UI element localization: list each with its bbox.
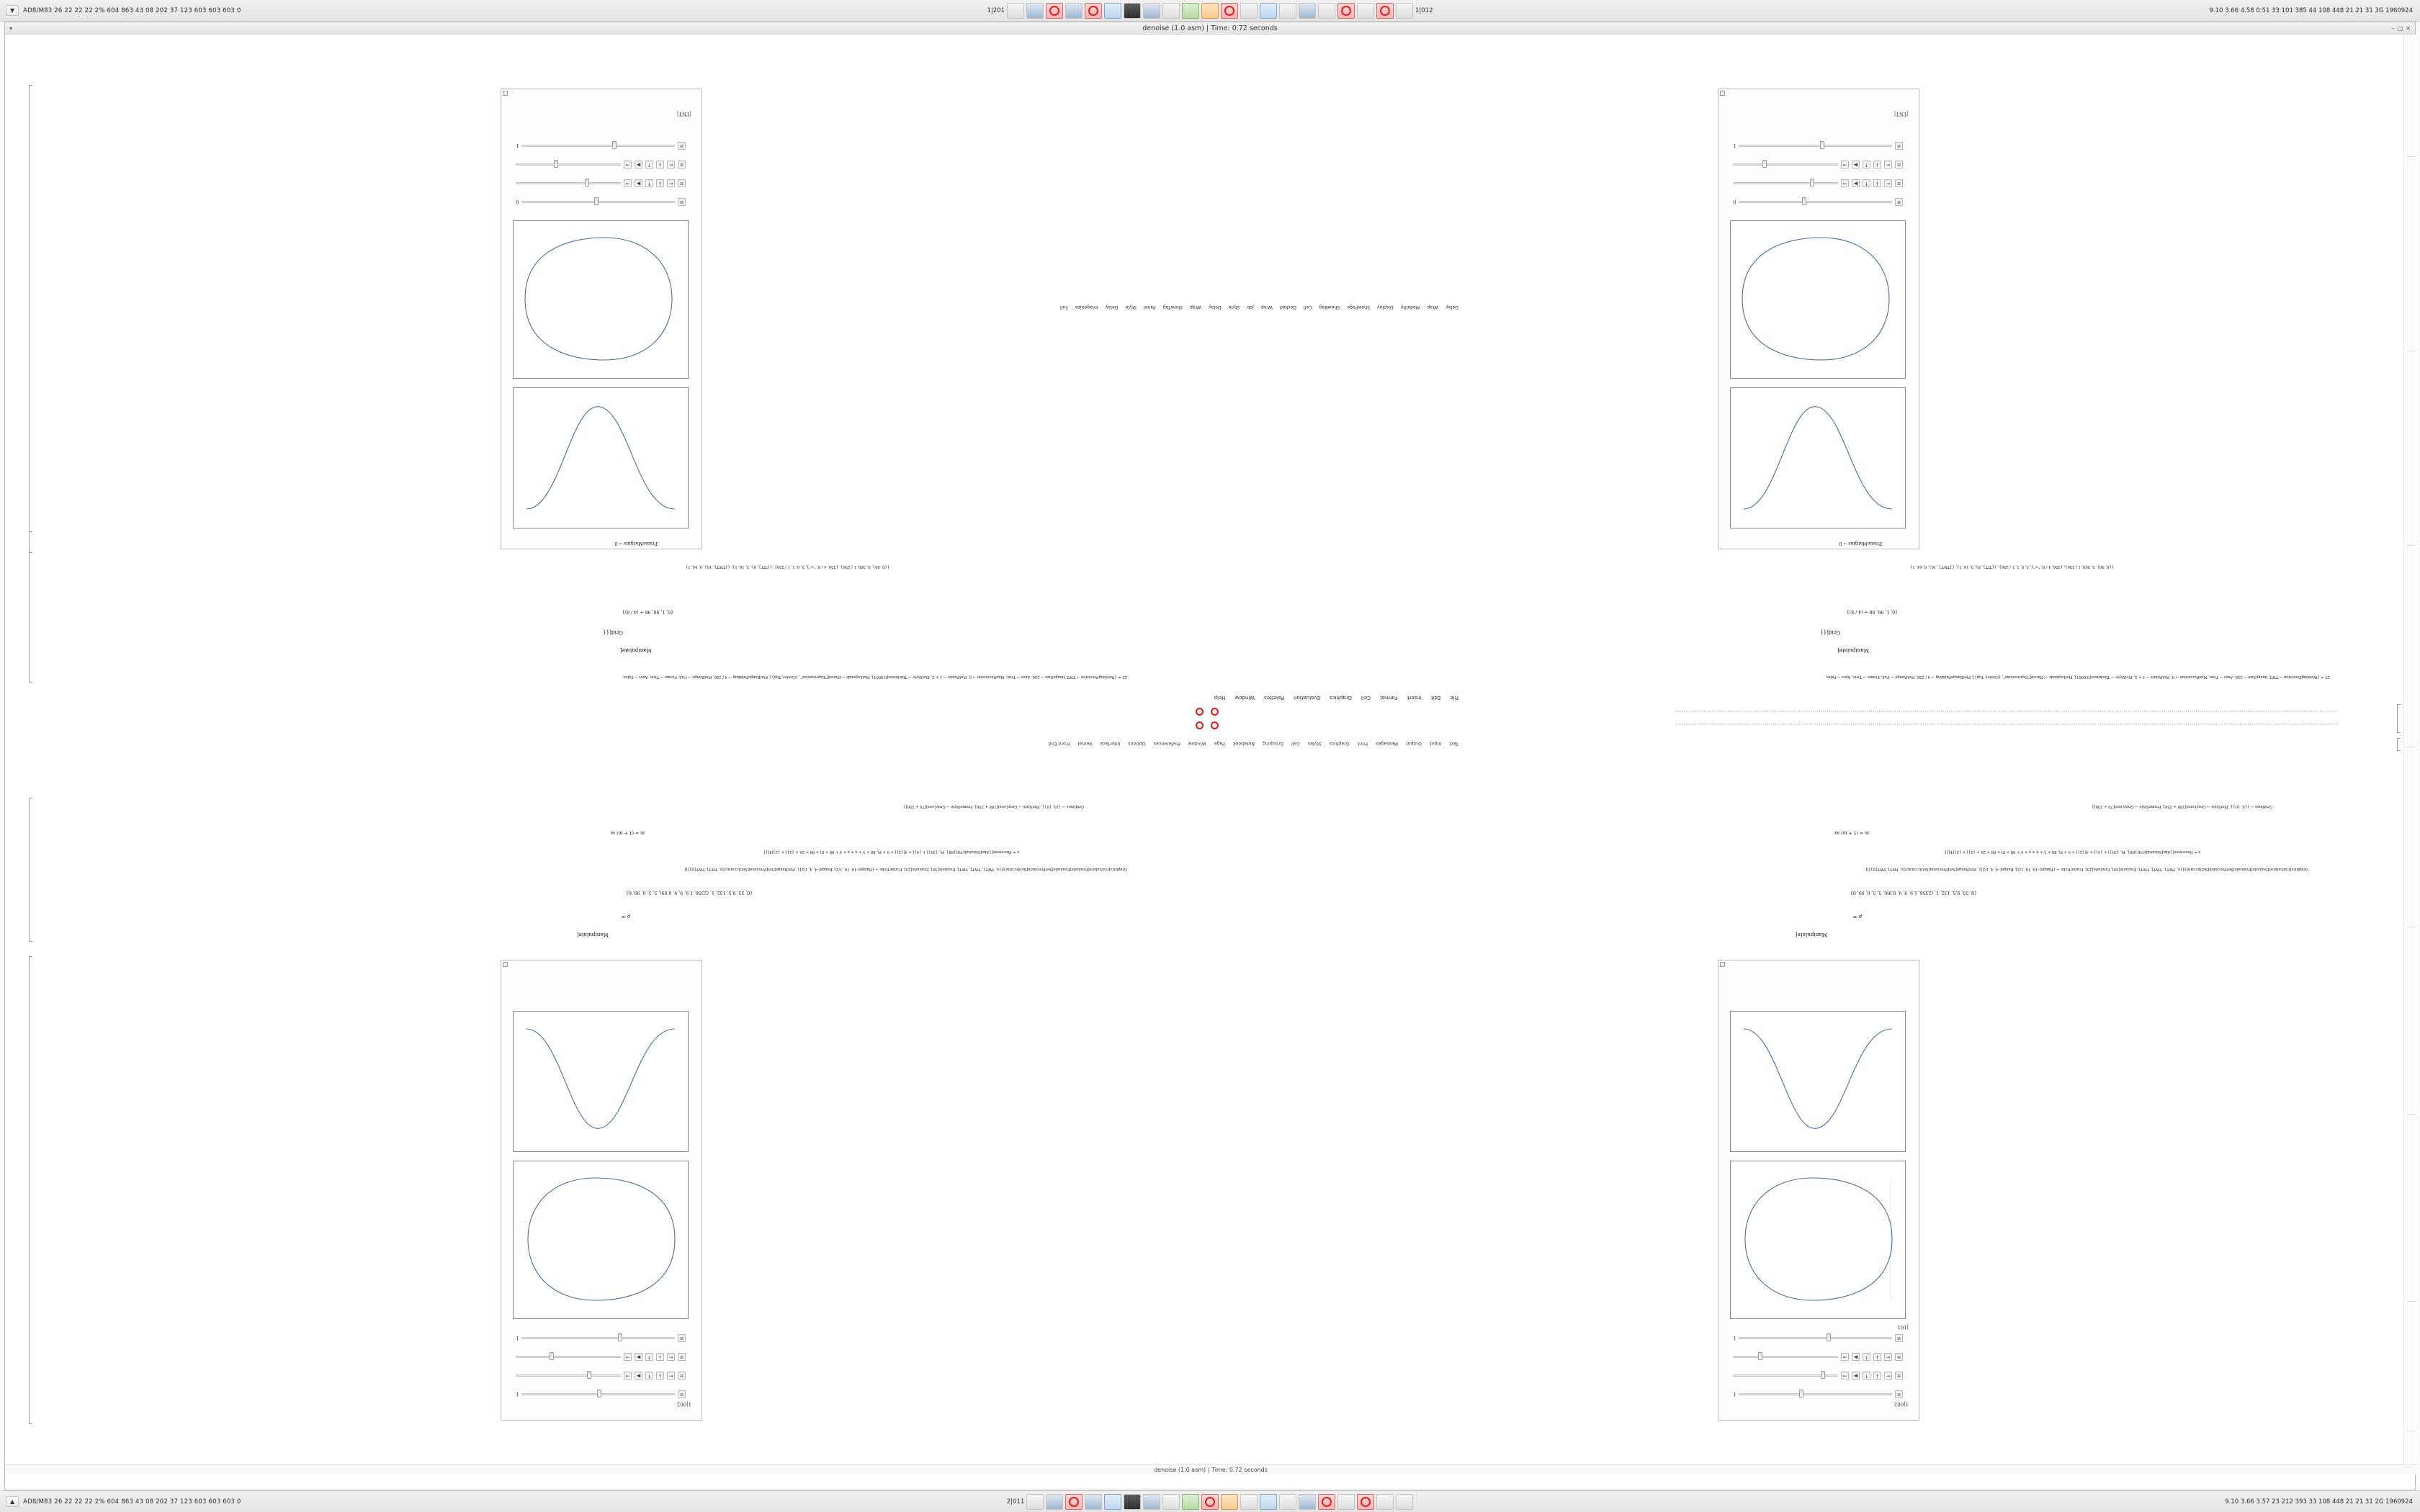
step-up-icon-b[interactable]: ↑ bbox=[645, 1372, 653, 1380]
ribbon-item-panel[interactable]: Panel bbox=[1144, 305, 1156, 310]
code-manipulate-2-left[interactable]: Manipulate[ bbox=[1837, 647, 1869, 654]
step-right-icon-c[interactable]: → bbox=[1841, 179, 1849, 187]
task-button-calculator-b[interactable] bbox=[1279, 1494, 1296, 1510]
plot-sigmoid-c bbox=[1730, 387, 1906, 528]
play-icon-c2[interactable]: ▶ bbox=[1852, 161, 1860, 168]
task-button-terminal[interactable] bbox=[1124, 3, 1141, 19]
panel-resize-corner-c[interactable] bbox=[1720, 91, 1725, 96]
code-range-left[interactable]: {0, 1, 90, 98 + (4 / 8)} bbox=[1846, 609, 1898, 614]
ribbon-item-delay3[interactable]: Delay bbox=[1105, 305, 1119, 310]
code-numbers-right[interactable]: {0, 55, 9.5, 132, 1, (2356, 1.9, 9, 9, 0.99), 5, 5, 0, 99, 0} bbox=[625, 890, 753, 895]
slider-c1[interactable] bbox=[1739, 201, 1892, 203]
code-rho-right[interactable]: ρ = bbox=[621, 914, 630, 920]
control-toggle-icon-d4[interactable]: ≡ bbox=[678, 142, 686, 150]
menu-item-palettes[interactable]: Palettes bbox=[1264, 695, 1285, 701]
task-button-editor-b[interactable] bbox=[1240, 1494, 1258, 1510]
plot-curve-semicircle bbox=[1729, 1160, 1905, 1318]
step-up-icon-d[interactable]: ↑ bbox=[645, 179, 653, 187]
step-left-icon-c[interactable]: ← bbox=[1884, 179, 1892, 187]
slider-c1-value: 0 bbox=[1733, 199, 1736, 205]
code-grid-left[interactable]: Grid[{{ bbox=[1819, 629, 1840, 636]
toolbar-item-input[interactable]: Input bbox=[1429, 741, 1442, 746]
step-right-icon-b2[interactable]: → bbox=[624, 1353, 632, 1361]
code-options-right[interactable]: 25 = {WorkingPrecision → TWT, ImageSize → 256, Axes → True, MaxRecursion → 0, PlotPoints → 1 + 2, PlotStyle → Thickness[0.0001], PlotLegends → Placed["Expressions", {Center, Top}], PlotRangePadding → 4 / 256, PlotRange → Full, Frame → True, Axes → False, bbox=[622, 675, 1127, 679]
plot-curve-sigmoid-d bbox=[512, 387, 688, 528]
task-button-image-viewer-3[interactable] bbox=[1143, 3, 1160, 19]
code-grid-right[interactable]: Grid[{{ bbox=[602, 629, 623, 636]
minimize-button[interactable]: – bbox=[2391, 24, 2395, 32]
code-gridlines-right[interactable]: Gridlines → {{0, {0}}, PlotStyle → GrayLevel[188 + 256], FrameStyle → GrayLevel[70 + 256]} bbox=[903, 804, 1084, 809]
menu-item-format[interactable]: Format bbox=[1379, 695, 1398, 701]
ribbon-item-docked[interactable]: Docked bbox=[1279, 305, 1297, 310]
manipulate-panel-d[interactable] bbox=[501, 89, 702, 549]
slider-1-value: 1 bbox=[1733, 1391, 1736, 1398]
notebook-ribbon[interactable] bbox=[1060, 305, 1458, 310]
control-toggle-icon-c4[interactable]: ≡ bbox=[1895, 142, 1903, 150]
control-toggle-icon-b1[interactable]: ≡ bbox=[678, 1390, 686, 1398]
menu-item-file[interactable]: File bbox=[1450, 695, 1458, 701]
bottom-panel-right bbox=[2118, 1498, 2420, 1506]
step-up-icon-d2[interactable]: ↑ bbox=[645, 161, 653, 168]
slider-c2[interactable] bbox=[1733, 182, 1838, 184]
notebook-content-rotated bbox=[5, 35, 2416, 1475]
system-monitor-bottom: AD8/M83 26 22 22 22 2% 604 863 43 08 202 37 123 603 603 603 0 bbox=[23, 1498, 241, 1506]
ribbon-item-modality[interactable]: Modality bbox=[1400, 305, 1420, 310]
menu-item-window[interactable]: Window bbox=[1234, 695, 1255, 701]
plot-sigmoid-d bbox=[513, 387, 689, 528]
step-right-icon-c2[interactable]: → bbox=[1841, 161, 1849, 168]
code-framemargins-right[interactable]: .FrameMargins → 0 bbox=[614, 541, 659, 546]
control-row-d4[interactable] bbox=[516, 142, 686, 150]
slider-d4-value: 1 bbox=[516, 143, 519, 149]
step-left-icon-b2[interactable]: ← bbox=[667, 1353, 675, 1361]
task-button-document-b[interactable] bbox=[1162, 1494, 1180, 1510]
toolbar-item-messages[interactable]: Messages bbox=[1376, 741, 1399, 746]
plot-curve-sigmoid-b bbox=[512, 1010, 688, 1151]
cell-bracket-mid-left[interactable] bbox=[2397, 704, 2401, 733]
toolbar-item-cell[interactable]: Cell bbox=[1291, 741, 1300, 746]
panel-collapse-corner[interactable] bbox=[1912, 1413, 1917, 1418]
ribbon-item-wrap3[interactable]: Wrap bbox=[1189, 305, 1201, 310]
ribbon-item-cell[interactable]: Cell bbox=[1304, 305, 1312, 310]
code-m-right[interactable]: m = (1 + m) ∂a bbox=[610, 830, 645, 835]
code-framemargins-left[interactable]: .FrameMargins → 0 bbox=[1839, 541, 1883, 546]
plot-semicircle-a bbox=[1730, 1161, 1906, 1319]
notebook-status-bar bbox=[5, 1464, 2416, 1475]
system-monitor-top: AD8/M83 26 22 22 22 2% 604 863 43 08 202 37 123 603 603 603 0 bbox=[23, 6, 241, 14]
output-dense-line-2: ············································································································································································································································································································································ bbox=[1675, 721, 2337, 726]
slider-d1[interactable] bbox=[521, 201, 675, 203]
plot-curve-sigmoid-c bbox=[1729, 387, 1905, 528]
step-up-icon-c2[interactable]: ↑ bbox=[1863, 161, 1870, 168]
toolbar-item-window[interactable]: Window bbox=[1188, 741, 1206, 746]
control-row-d2[interactable] bbox=[516, 179, 686, 187]
plot-sigmoid-b bbox=[513, 1011, 689, 1152]
manipulate-panel-b[interactable] bbox=[501, 960, 702, 1421]
ribbon-item-wrap2[interactable]: Wrap bbox=[1260, 305, 1273, 310]
task-button-recording-indicator-4[interactable] bbox=[1337, 3, 1355, 19]
slider-b1[interactable] bbox=[521, 1393, 675, 1395]
slider-d4[interactable] bbox=[521, 145, 675, 147]
task-button-recording-indicator-2[interactable] bbox=[1085, 3, 1102, 19]
panel-resize-corner-b[interactable] bbox=[503, 962, 508, 967]
step-down-icon-2[interactable]: ↓ bbox=[1873, 1353, 1881, 1361]
code-m-left[interactable]: m = (1 + m) ∂a bbox=[1834, 830, 1869, 835]
step-left-icon-c2[interactable]: ← bbox=[1884, 161, 1892, 168]
task-button-recording-indicator-3-b[interactable] bbox=[1318, 1494, 1335, 1510]
step-right-icon[interactable]: → bbox=[1841, 1372, 1849, 1380]
task-button-terminal-b[interactable] bbox=[1124, 1494, 1141, 1510]
step-up-icon-2[interactable]: ↑ bbox=[1863, 1353, 1870, 1361]
ribbon-item-display[interactable]: Display bbox=[1376, 305, 1394, 310]
menu-item-graphics[interactable]: Graphics bbox=[1329, 695, 1352, 701]
control-row-d1[interactable] bbox=[516, 198, 686, 206]
notebook-window bbox=[4, 22, 2416, 1490]
panel-label-top: 1|002 bbox=[1894, 1401, 1909, 1407]
menu-item-cell[interactable]: Cell bbox=[1361, 695, 1371, 701]
notebook-toolbar[interactable] bbox=[1048, 741, 1458, 746]
slider-d2[interactable] bbox=[516, 182, 621, 184]
slider-b2[interactable] bbox=[516, 1374, 621, 1377]
code-range-right[interactable]: {0, 1, 90, 98 + (4 / 8)} bbox=[622, 609, 673, 614]
slider-c3[interactable] bbox=[1733, 163, 1838, 166]
control-row-c1[interactable] bbox=[1733, 198, 1903, 206]
menu-item-insert[interactable]: Insert bbox=[1407, 695, 1422, 701]
control-toggle-icon-b2[interactable]: ≡ bbox=[678, 1372, 686, 1380]
task-button-media-b[interactable] bbox=[1221, 1494, 1238, 1510]
error-badge-1[interactable] bbox=[1211, 721, 1219, 729]
window-menu-icon[interactable]: ▾ bbox=[9, 24, 13, 32]
task-button-archive-b[interactable] bbox=[1396, 1494, 1413, 1510]
task-button-recording-indicator-3[interactable] bbox=[1221, 3, 1238, 19]
cell-bracket-2[interactable] bbox=[29, 531, 32, 683]
toolbar-item-notebook[interactable]: Notebook bbox=[1232, 741, 1255, 746]
task-button-browser-b[interactable] bbox=[1104, 1494, 1121, 1510]
play-icon-c[interactable]: ▶ bbox=[1852, 179, 1860, 187]
window-titlebar-left bbox=[9, 25, 12, 32]
task-button-image-viewer-2[interactable] bbox=[1065, 3, 1083, 19]
task-button-document[interactable] bbox=[1162, 3, 1180, 19]
cell-bracket-1[interactable] bbox=[29, 798, 32, 942]
bottom-panel-left bbox=[0, 1496, 302, 1507]
slider-b4[interactable] bbox=[521, 1337, 675, 1339]
workspace-indicator-bottom[interactable]: 2|011 bbox=[1006, 1498, 1025, 1506]
toolbar-item-frontend[interactable]: Front End bbox=[1048, 741, 1070, 746]
step-left-icon-d[interactable]: ← bbox=[667, 179, 675, 187]
system-tray-bottom: 9.10 3.66 3.57 23 212 393 33 108 448 21 21 31 2G 1960924 bbox=[2225, 1498, 2413, 1506]
step-left-icon[interactable]: ← bbox=[1884, 1372, 1892, 1380]
control-row-c4[interactable] bbox=[1733, 142, 1903, 150]
slider-2[interactable] bbox=[1733, 1374, 1838, 1377]
status-center: denoise (1.0 asm) | Time: 0.72 seconds bbox=[1154, 1467, 1268, 1473]
control-toggle-icon-3[interactable]: ≡ bbox=[1895, 1353, 1903, 1361]
maximize-button[interactable]: □ bbox=[2397, 24, 2403, 32]
toolbar-item-styles[interactable]: Styles bbox=[1307, 741, 1322, 746]
task-button-recording-indicator-b[interactable] bbox=[1065, 1494, 1083, 1510]
control-row-4[interactable] bbox=[1733, 1334, 1903, 1342]
ribbon-item-showtag[interactable]: ShowTag bbox=[1162, 305, 1183, 310]
plot-curve-semicircle-d bbox=[512, 220, 688, 378]
code-piecewise-left[interactable]: z = Piecewise[{Abs[NaturallyFit[{88}, Pi, {30}] + {4}] + 4[{2}] + 9 + Pi, 88 + 5 + x + x + 4 + 88 + Pi + 88 + 20 + {2}] + {2}[4]}] bbox=[1945, 850, 2200, 854]
step-up-icon[interactable]: ↑ bbox=[1863, 1372, 1870, 1380]
slider-1[interactable] bbox=[1739, 1393, 1892, 1395]
step-down-icon[interactable]: ↓ bbox=[1873, 1372, 1881, 1380]
control-row-b1[interactable] bbox=[516, 1390, 686, 1398]
window-title: denoise (1.0 asm) | Time: 0.72 seconds bbox=[1142, 24, 1278, 32]
step-up-icon-b2[interactable]: ↑ bbox=[645, 1353, 653, 1361]
show-desktop-button-bottom[interactable]: ▲ bbox=[6, 1496, 19, 1507]
control-toggle-icon[interactable]: ≡ bbox=[1895, 1390, 1903, 1398]
slider-d3[interactable] bbox=[516, 163, 621, 166]
step-left-icon-b[interactable]: ← bbox=[667, 1372, 675, 1380]
control-toggle-icon-c3[interactable]: ≡ bbox=[1895, 161, 1903, 168]
control-row-c2[interactable] bbox=[1733, 179, 1903, 187]
control-toggle-icon-b3[interactable]: ≡ bbox=[678, 1353, 686, 1361]
task-button-recording-indicator-2-b[interactable] bbox=[1201, 1494, 1219, 1510]
toolbar-item-graphics[interactable]: Graphics bbox=[1329, 741, 1350, 746]
task-button-browser[interactable] bbox=[1104, 3, 1121, 19]
slider-c4[interactable] bbox=[1739, 145, 1892, 147]
control-row-3[interactable] bbox=[1733, 1353, 1903, 1361]
toolbar-item-grouping[interactable]: Grouping bbox=[1263, 741, 1283, 746]
control-toggle-icon-d3[interactable]: ≡ bbox=[678, 161, 686, 168]
system-tray-top: 9.10 3.66 4.58 0:51 33 101 385 44 108 448 21 21 31 3G 1960924 bbox=[2209, 6, 2413, 14]
slider-b3[interactable] bbox=[516, 1356, 621, 1358]
error-badge-3[interactable] bbox=[1211, 708, 1219, 716]
slider-b4-value: 1 bbox=[516, 1335, 519, 1341]
task-button-editor[interactable] bbox=[1240, 3, 1258, 19]
panel-resize-corner[interactable] bbox=[1720, 962, 1725, 967]
bottom-taskbar bbox=[302, 1494, 2118, 1510]
play-icon-d[interactable]: ▶ bbox=[635, 179, 642, 187]
task-button-recording-indicator[interactable] bbox=[1046, 3, 1063, 19]
bottom-panel bbox=[0, 1490, 2420, 1512]
control-toggle-icon-c2[interactable]: ≡ bbox=[1895, 179, 1903, 187]
code-manipulate-2-right[interactable]: Manipulate[ bbox=[619, 647, 652, 654]
task-button-recording-indicator-4-b[interactable] bbox=[1357, 1494, 1374, 1510]
step-down-icon-c[interactable]: ↓ bbox=[1873, 179, 1881, 187]
panel-b-label-top: 1|002 bbox=[676, 1401, 691, 1407]
task-button-files-b[interactable] bbox=[1026, 1494, 1044, 1510]
slider-b1-value: 1 bbox=[516, 1391, 519, 1398]
toolbar-item-options[interactable]: Options bbox=[1128, 741, 1146, 746]
panel-label-mid: |101 bbox=[1897, 1324, 1909, 1330]
task-button-graphics[interactable] bbox=[1318, 3, 1335, 19]
plot-sigmoid-a bbox=[1730, 1011, 1906, 1152]
task-button-archive[interactable] bbox=[1396, 3, 1413, 19]
notebook-canvas[interactable] bbox=[5, 35, 2416, 1475]
step-down-icon-b[interactable]: ↓ bbox=[656, 1372, 664, 1380]
task-button-mail[interactable] bbox=[1260, 3, 1277, 19]
error-badge-2[interactable] bbox=[1196, 721, 1204, 729]
slider-4[interactable] bbox=[1739, 1337, 1892, 1339]
control-toggle-icon-2[interactable]: ≡ bbox=[1895, 1372, 1903, 1380]
play-icon-b[interactable]: ▶ bbox=[635, 1372, 642, 1380]
task-button-mail-b[interactable] bbox=[1260, 1494, 1277, 1510]
slider-d1-value: 0 bbox=[516, 199, 519, 205]
play-icon[interactable]: ▶ bbox=[1852, 1372, 1860, 1380]
task-button-spreadsheet[interactable] bbox=[1182, 3, 1199, 19]
control-row-1[interactable] bbox=[1733, 1390, 1903, 1398]
ribbon-item-style[interactable]: Style bbox=[1228, 305, 1240, 310]
plot-curve-semicircle-b bbox=[512, 1160, 688, 1318]
play-icon-2[interactable]: ▶ bbox=[1852, 1353, 1860, 1361]
control-row-d3[interactable] bbox=[516, 161, 686, 168]
code-controlspec-left[interactable]: {{0, 90}, 0, 360, 1 / 256}, {256, 4 / 8, "+"}, 5, 0, 1, 1 / 256}, {{TIT}, 8}, 3, 16, 1}, {{TWT}, 16}, 0, 64, 1} bbox=[1909, 564, 2114, 569]
code-graphics-left[interactable]: Graphics[Curvature[Evaluate[Evaluate[SetPrecision[SetAccuracy[{e, TWT}, TWT], TWT], Evaluate[30], Evaluate[25], FrameTicks → {Range[–16, 16, 1/2], Range[–4, 4, 1/2]}, PlotRange[Set[Precision[SetAccuracy[e, TWT], TWT]]]}]]] bbox=[1866, 867, 2308, 871]
step-right-icon-2[interactable]: → bbox=[1841, 1353, 1849, 1361]
ribbon-item-full[interactable]: Full bbox=[1060, 305, 1068, 310]
ribbon-item-showbag[interactable]: ShowBag bbox=[1319, 305, 1340, 310]
top-panel-left bbox=[0, 5, 302, 16]
control-toggle-icon-c1[interactable]: ≡ bbox=[1895, 198, 1903, 206]
task-button-graphics-b[interactable] bbox=[1337, 1494, 1355, 1510]
ribbon-item-wrap[interactable]: Wrap bbox=[1427, 305, 1439, 310]
close-button[interactable]: ✕ bbox=[2406, 24, 2411, 32]
toolbar-item-output[interactable]: Output bbox=[1406, 741, 1422, 746]
top-panel bbox=[0, 0, 2420, 22]
step-left-icon-d2[interactable]: ← bbox=[667, 161, 675, 168]
control-toggle-icon-d1[interactable]: ≡ bbox=[678, 198, 686, 206]
panel-c-label: |TNT| bbox=[1894, 111, 1909, 117]
show-desktop-button[interactable]: ▼ bbox=[6, 5, 19, 16]
code-rho-left[interactable]: ρ = bbox=[1852, 914, 1862, 920]
toolbar-item-kernel[interactable]: Kernel bbox=[1077, 741, 1093, 746]
menu-item-edit[interactable]: Edit bbox=[1430, 695, 1441, 701]
workspace-indicator-top-right[interactable]: 1|012 bbox=[1415, 6, 1433, 14]
control-row-b4[interactable] bbox=[516, 1334, 686, 1342]
step-down-icon-d2[interactable]: ↓ bbox=[656, 161, 664, 168]
window-controls bbox=[2392, 25, 2411, 32]
task-button-settings[interactable] bbox=[1357, 3, 1374, 19]
play-icon-d2[interactable]: ▶ bbox=[635, 161, 642, 168]
toolbar-item-page[interactable]: Page bbox=[1214, 741, 1225, 746]
ribbon-item-delay2[interactable]: Delay bbox=[1209, 305, 1222, 310]
code-options-left[interactable]: 25 = {WorkingPrecision → TWT, ImageSize → 256, Axes → True, MaxRecursion → 0, PlotPoints → 1 + 2, PlotStyle → Thickness[0.0001], PlotLegends → Placed["Expressions", {Center, Top}], PlotRangePadding → 4 / 256, PlotRange → Full, Frame → True, Axes → False, bbox=[1825, 675, 2330, 679]
top-taskbar bbox=[302, 3, 2118, 19]
step-right-icon-b[interactable]: → bbox=[624, 1372, 632, 1380]
step-up-icon-c[interactable]: ↑ bbox=[1863, 179, 1870, 187]
play-icon-b2[interactable]: ▶ bbox=[635, 1353, 642, 1361]
top-panel-right bbox=[2118, 7, 2420, 14]
task-button-notebook[interactable] bbox=[1299, 3, 1316, 19]
toolbar-item-preferences[interactable]: Preferences bbox=[1153, 741, 1180, 746]
control-row-b3[interactable] bbox=[516, 1353, 686, 1361]
task-button-recording-indicator-5[interactable] bbox=[1376, 3, 1394, 19]
task-button-image-viewer-b[interactable] bbox=[1046, 1494, 1063, 1510]
ribbon-item-delay[interactable]: Delay bbox=[1446, 305, 1458, 310]
notebook-left-rail bbox=[2403, 35, 2416, 1475]
task-button-spreadsheet-b[interactable] bbox=[1182, 1494, 1199, 1510]
plot-curve-semicircle-c bbox=[1729, 220, 1905, 378]
task-button-image-viewer-3-b[interactable] bbox=[1143, 1494, 1160, 1510]
window-titlebar bbox=[5, 22, 2415, 35]
ribbon-item-style2[interactable]: Style bbox=[1125, 305, 1137, 310]
code-numbers-left[interactable]: {0, 55, 9.5, 132, 1, (2356, 1.9, 9, 9, 0.99), 5, 5, 0, 99, 0} bbox=[1850, 890, 1977, 895]
cell-bracket-4[interactable] bbox=[29, 85, 32, 553]
control-toggle-icon-b4[interactable]: ≡ bbox=[678, 1334, 686, 1342]
task-button-notebook-b[interactable] bbox=[1299, 1494, 1316, 1510]
code-manipulate-open-right[interactable]: Manipulate[ bbox=[576, 932, 609, 938]
code-controlspec-right[interactable]: {{0, 90}, 0, 360, 1 / 256}, {256, 4 / 8, "+"}, 5, 0, 1, 1 / 256}, {{TIT}, 8}, 3, 16, 1}, {{TWT}, 16}, 0, 64, 1} bbox=[685, 564, 889, 569]
toolbar-item-print[interactable]: Print bbox=[1357, 741, 1368, 746]
plot-semicircle-d bbox=[513, 220, 689, 379]
slider-4-value: 1 bbox=[1733, 1335, 1736, 1341]
toolbar-item-text[interactable]: Text bbox=[1449, 741, 1458, 746]
workspace-indicator-top-left[interactable]: 1|201 bbox=[987, 6, 1005, 14]
control-toggle-icon-d2[interactable]: ≡ bbox=[678, 179, 686, 187]
toolbar-item-interface[interactable]: Interface bbox=[1100, 741, 1121, 746]
control-row-c3[interactable] bbox=[1733, 161, 1903, 168]
slider-c4-value: 1 bbox=[1733, 143, 1736, 149]
manipulate-panel-a[interactable] bbox=[1718, 960, 1919, 1421]
output-dense-line-1: ············································································································································································································································································································································ bbox=[1675, 708, 2337, 713]
ribbon-item-imagesize[interactable]: ImageSize bbox=[1075, 305, 1098, 310]
step-left-icon-2[interactable]: ← bbox=[1884, 1353, 1892, 1361]
cell-bracket-3[interactable] bbox=[29, 956, 32, 1424]
task-button-image-viewer[interactable] bbox=[1026, 3, 1044, 19]
code-gridlines-left[interactable]: Gridlines → {{0, {0}}, PlotStyle → GrayLevel[188 + 256], FrameStyle → GrayLevel[70 + 256]} bbox=[2092, 804, 2272, 809]
slider-3[interactable] bbox=[1733, 1356, 1838, 1358]
ribbon-item-job[interactable]: Job bbox=[1247, 305, 1254, 310]
notebook-menubar[interactable] bbox=[1214, 695, 1458, 701]
control-row-b2[interactable] bbox=[516, 1372, 686, 1380]
step-right-icon-d2[interactable]: → bbox=[624, 161, 632, 168]
step-down-icon-d[interactable]: ↓ bbox=[656, 179, 664, 187]
panel-resize-corner-d[interactable] bbox=[503, 91, 508, 96]
task-button-media[interactable] bbox=[1201, 3, 1219, 19]
code-piecewise-right[interactable]: z = Piecewise[{Abs[NaturallyFit[{88}, Pi, {30}] + {4}] + 4[{2}] + 9 + Pi, 88 + 5 + x + x + 4 + 88 + Pi + 88 + 20 + {2}] + {2}[4]}] bbox=[763, 850, 1019, 854]
cell-bracket-mid-left-2[interactable] bbox=[2397, 738, 2401, 751]
step-right-icon-d[interactable]: → bbox=[624, 179, 632, 187]
control-row-2[interactable] bbox=[1733, 1372, 1903, 1380]
code-manipulate-open-left[interactable]: Manipulate[ bbox=[1795, 932, 1827, 938]
plot-semicircle-b bbox=[513, 1161, 689, 1319]
manipulate-panel-c[interactable] bbox=[1718, 89, 1919, 549]
plot-semicircle-c bbox=[1730, 220, 1906, 379]
task-button-calculator[interactable] bbox=[1279, 3, 1296, 19]
step-down-icon-b2[interactable]: ↓ bbox=[656, 1353, 664, 1361]
menu-item-help[interactable]: Help bbox=[1214, 695, 1226, 701]
code-graphics-right[interactable]: Graphics[Curvature[Evaluate[Evaluate[SetPrecision[SetAccuracy[{e, TWT}, TWT], TWT], Evaluate[30], Evaluate[25], FrameTicks → {Range[–16, 16, 1/2], Range[–4, 4, 1/2]}, PlotRange[Set[Precision[SetAccuracy[e, TWT], TWT]]]}]]] bbox=[685, 867, 1127, 871]
menu-item-evaluation[interactable]: Evaluation bbox=[1294, 695, 1320, 701]
panel-d-label: |TNT| bbox=[676, 111, 691, 117]
task-button-settings-b[interactable] bbox=[1376, 1494, 1394, 1510]
task-button-files[interactable] bbox=[1007, 3, 1024, 19]
step-down-icon-c2[interactable]: ↓ bbox=[1873, 161, 1881, 168]
plot-curve-sigmoid bbox=[1729, 1010, 1905, 1151]
error-badge-4[interactable] bbox=[1196, 708, 1204, 716]
ribbon-item-showpage[interactable]: ShowPage bbox=[1347, 305, 1370, 310]
task-button-image-viewer-2-b[interactable] bbox=[1085, 1494, 1102, 1510]
control-toggle-icon-4[interactable]: ≡ bbox=[1895, 1334, 1903, 1342]
